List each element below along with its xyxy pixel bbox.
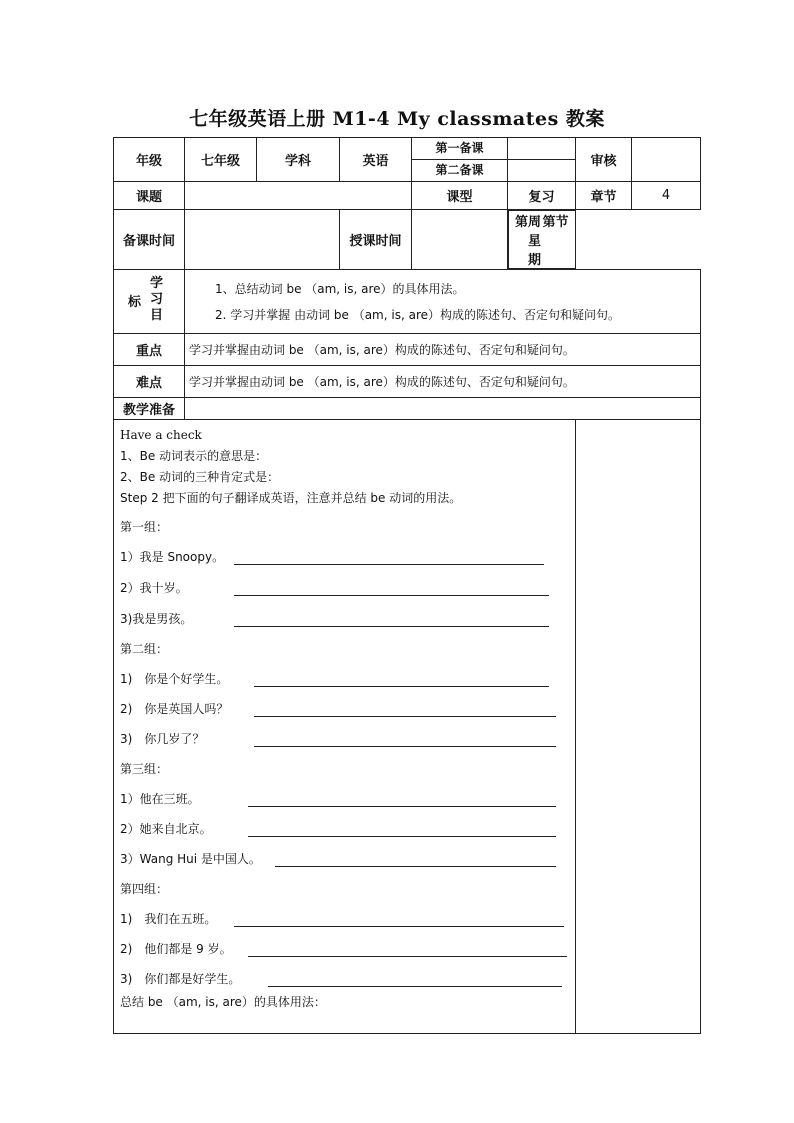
objectives-char-3: 目	[150, 308, 164, 323]
group-1-heading: 第一组：	[120, 520, 169, 534]
notes-column	[576, 420, 701, 1034]
objectives-char-2: 习	[150, 292, 164, 307]
prep-time-value	[185, 210, 340, 270]
prep-rounds-values	[508, 138, 576, 182]
objective-1: 1、总结动词 be （am, is, are）的具体用法。	[215, 281, 465, 296]
objectives-side-char: 标	[128, 295, 142, 310]
translation-item: 3)我是男孩。	[120, 612, 569, 627]
teach-time-label: 授课时间	[340, 210, 412, 270]
translation-item: 3) 你几岁了？	[120, 732, 569, 747]
type-value: 复习	[508, 182, 576, 210]
chapter-label: 章节	[576, 182, 632, 210]
difficulty-row	[114, 366, 701, 398]
answer-line[interactable]	[248, 944, 567, 957]
key-point-text: 学习并掌握由动词 be （am, is, are）构成的陈述句、否定句和疑问句。	[185, 334, 701, 366]
time-row	[114, 210, 701, 270]
answer-line[interactable]	[254, 734, 556, 747]
objectives-char-1: 学	[150, 276, 164, 291]
review-label: 审核	[576, 138, 632, 182]
teach-time-value	[412, 210, 508, 270]
section-prefix: 第	[542, 215, 556, 230]
teaching-prep-value	[185, 398, 701, 420]
prep-rounds	[412, 138, 508, 182]
group-2-heading: 第二组：	[120, 642, 169, 656]
lesson-plan-table	[113, 137, 701, 1034]
objective-2: 2. 学习并掌握 由动词 be （am, is, are）构成的陈述句、否定句和疑问句。	[215, 307, 621, 322]
teaching-prep-label: 教学准备	[114, 398, 185, 420]
grade-label: 年级	[114, 138, 185, 182]
step-2-instruction: Step 2 把下面的句子翻译成英语，注意并总结 be 动词的用法。	[120, 491, 462, 505]
translation-item: 3) 你们都是好学生。	[120, 972, 569, 987]
section-suffix: 节	[555, 215, 569, 230]
answer-line[interactable]	[234, 914, 564, 927]
page-title: 七年级英语上册 M1-4 My classmates 教案	[189, 108, 605, 130]
chapter-value: 4	[632, 182, 701, 210]
question-1: 1、Be 动词表示的意思是：	[120, 449, 268, 463]
first-prep-value	[508, 138, 575, 160]
translation-item: 1) 你是个好学生。	[120, 672, 569, 687]
type-label: 课型	[412, 182, 508, 210]
grade-value: 七年级	[185, 138, 257, 182]
question-2: 2、Be 动词的三种肯定式是：	[120, 470, 280, 484]
answer-line[interactable]	[248, 824, 556, 837]
translation-item: 1) 我们在五班。	[120, 912, 569, 927]
topic-label: 课题	[114, 182, 185, 210]
summary-prompt: 总结 be （am, is, are）的具体用法：	[120, 995, 326, 1009]
subject-value: 英语	[340, 138, 412, 182]
topic-value	[185, 182, 412, 210]
objectives-content	[185, 270, 701, 334]
translation-item: 1）我是 Snoopy。	[120, 550, 569, 565]
have-a-check: Have a check	[120, 428, 202, 442]
translation-item: 2) 你是英国人吗？	[120, 702, 569, 717]
answer-line[interactable]	[275, 854, 556, 867]
answer-line[interactable]	[268, 974, 562, 987]
subject-label: 学科	[257, 138, 340, 182]
objectives-row	[114, 270, 701, 334]
translation-item: 2) 他们都是 9 岁。	[120, 942, 569, 957]
key-point-label: 重点	[114, 334, 185, 366]
answer-line[interactable]	[248, 794, 556, 807]
translation-item: 2）我十岁。	[120, 581, 569, 596]
second-prep-value	[508, 160, 575, 181]
second-prep-label: 第二备课	[435, 163, 484, 177]
week-prefix: 第	[515, 215, 529, 230]
review-value	[632, 138, 701, 182]
group-3-heading: 第三组：	[120, 762, 169, 776]
worksheet-content	[114, 420, 576, 1034]
week-mid: 周 星期	[528, 215, 542, 268]
translation-item: 1）他在三班。	[120, 792, 569, 807]
first-prep-label: 第一备课	[412, 138, 507, 160]
prep-row	[114, 398, 701, 420]
translation-item: 2）她来自北京。	[120, 822, 569, 837]
key-point-row	[114, 334, 701, 366]
prep-time-label: 备课时间	[114, 210, 185, 270]
answer-line[interactable]	[234, 552, 544, 565]
answer-line[interactable]	[254, 704, 556, 717]
period-cell	[508, 210, 576, 269]
group-4-heading: 第四组：	[120, 882, 169, 896]
answer-line[interactable]	[234, 614, 549, 627]
objectives-label	[114, 270, 185, 334]
topic-row	[114, 182, 701, 210]
answer-line[interactable]	[234, 583, 549, 596]
answer-line[interactable]	[254, 674, 549, 687]
difficulty-text: 学习并掌握由动词 be （am, is, are）构成的陈述句、否定句和疑问句。	[185, 366, 701, 398]
difficulty-label: 难点	[114, 366, 185, 398]
worksheet-row	[114, 420, 701, 1034]
translation-item: 3）Wang Hui 是中国人。	[120, 852, 569, 867]
header-row	[114, 138, 701, 182]
